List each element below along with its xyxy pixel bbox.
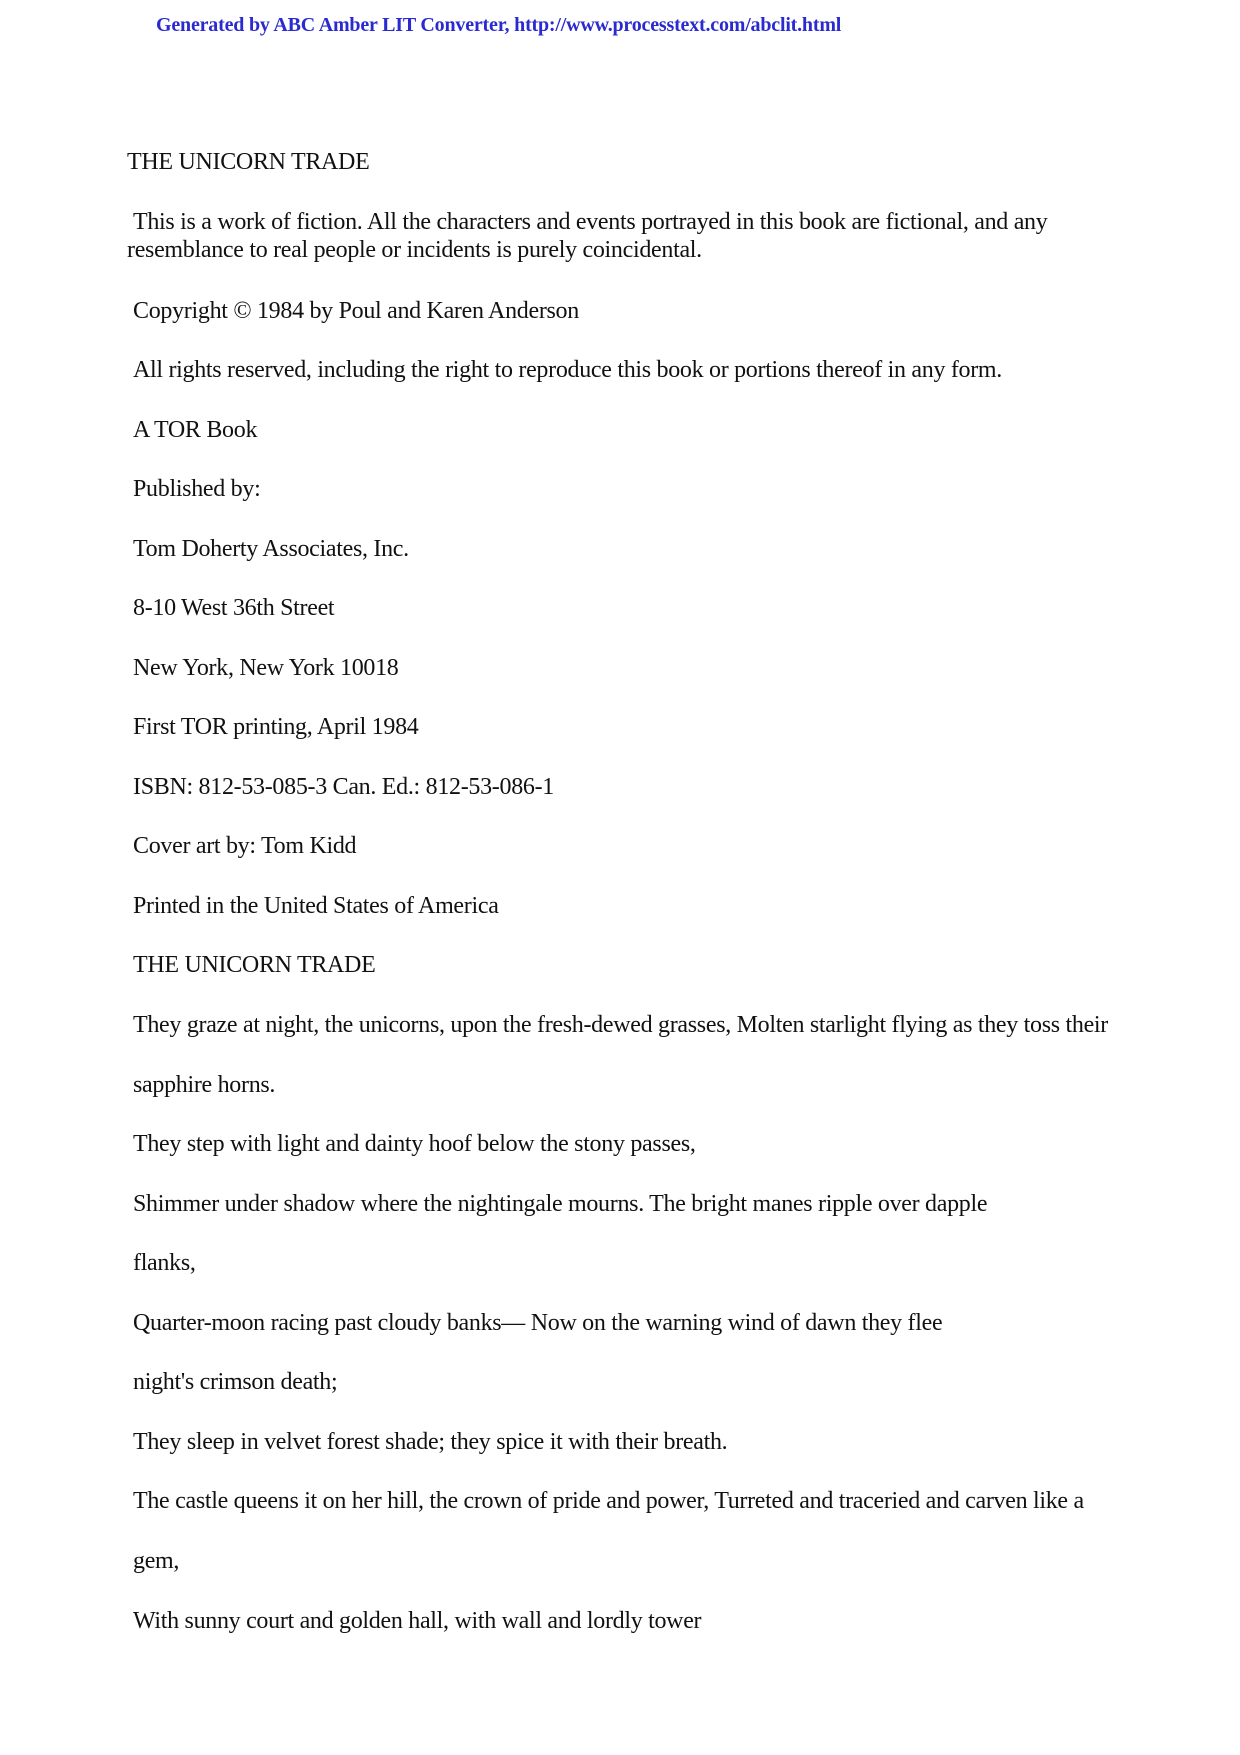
address-line-2: New York, New York 10018	[133, 655, 399, 681]
rights-line: All rights reserved, including the right to reproduce this book or portions thereof in any form.	[133, 357, 1002, 383]
banner-text: Generated by ABC Amber LIT Converter,	[156, 14, 515, 36]
poem-line: gem,	[133, 1548, 180, 1574]
poem-line: They sleep in velvet forest shade; they spice it with their breath.	[133, 1429, 728, 1455]
document-title: THE UNICORN TRADE	[127, 149, 370, 175]
disclaimer-line-2: resemblance to real people or incidents is purely coincidental.	[127, 237, 702, 263]
publisher-line: Tom Doherty Associates, Inc.	[133, 536, 409, 562]
address-line-1: 8-10 West 36th Street	[133, 595, 335, 621]
printed-in-line: Printed in the United States of America	[133, 893, 499, 919]
poem-line: Quarter-moon racing past cloudy banks— Now on the warning wind of dawn they flee	[133, 1310, 943, 1336]
printing-line: First TOR printing, April 1984	[133, 714, 419, 740]
poem-line: The castle queens it on her hill, the crown of pride and power, Turreted and traceried and carven like a	[133, 1488, 1084, 1514]
poem-line: night's crimson death;	[133, 1369, 338, 1395]
cover-art-line: Cover art by: Tom Kidd	[133, 833, 357, 859]
poem-line: They step with light and dainty hoof below the stony passes,	[133, 1131, 696, 1157]
poem-line: With sunny court and golden hall, with wall and lordly tower	[133, 1608, 702, 1634]
copyright-line: Copyright © 1984 by Poul and Karen Anderson	[133, 298, 579, 324]
imprint-line: A TOR Book	[133, 417, 258, 443]
poem-line: flanks,	[133, 1250, 196, 1276]
banner-link[interactable]: http://www.processtext.com/abclit.html	[514, 14, 842, 36]
story-title: THE UNICORN TRADE	[133, 952, 376, 978]
poem-line: Shimmer under shadow where the nightingale mourns. The bright manes ripple over dapple	[133, 1191, 988, 1217]
poem-line: sapphire horns.	[133, 1072, 276, 1098]
disclaimer-line-1: This is a work of fiction. All the characters and events portrayed in this book are fictional, and any	[133, 209, 1048, 235]
converter-banner	[156, 14, 841, 37]
published-by-line: Published by:	[133, 476, 261, 502]
isbn-line: ISBN: 812-53-085-3 Can. Ed.: 812-53-086-1	[133, 774, 554, 800]
poem-line: They graze at night, the unicorns, upon the fresh-dewed grasses, Molten starlight flying as they toss their	[133, 1012, 1108, 1038]
